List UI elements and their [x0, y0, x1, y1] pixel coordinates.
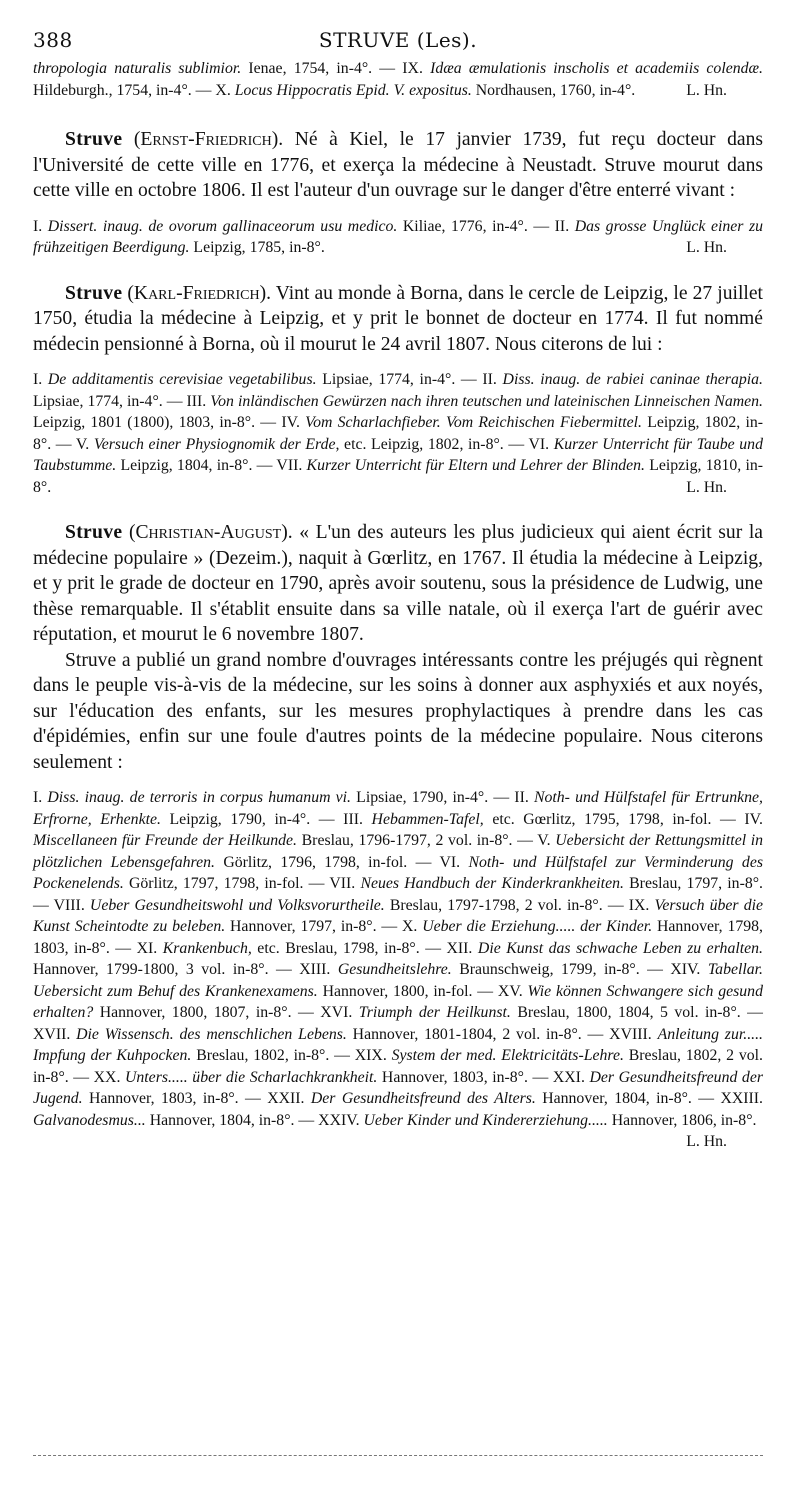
- citation-text: Hannover, 1804, in-8°. — XXIII.: [535, 1090, 763, 1107]
- work-title: Die Kunst das schwache Leben zu erhalten.: [477, 939, 763, 957]
- work-title: Der Gesundheitsfreund des Alters.: [310, 1090, 536, 1107]
- work-title: Versuch über die Kunst Scheintodte zu beleben.: [33, 896, 763, 935]
- entry-christian-august: [33, 520, 764, 1150]
- signature: L. Hn.: [686, 239, 727, 256]
- work-title: Von inländischen Gewürzen nach ihren teutschen und lateinischen Linneischen Namen.: [210, 392, 763, 410]
- entry-text-continued: Struve a publié un grand nombre d'ouvrages intéressants contre les préjugés qui règnent dans le peuple vis-à-vis de la médecine, sur les soins à donner aux asphyxiés et aux noyés, sur l'éducation des enfants, sur les mesures prophylactiques à prendre dans les cas d'épidémies, enfin sur une foule d'autres points de la médecine populaire. Nous citerons seulement :: [33, 649, 763, 773]
- signature: L. Hn.: [686, 1133, 727, 1150]
- entry-references: [33, 787, 764, 1150]
- citation-text: etc. Leipzig, 1802, in-8°. — VI.: [339, 435, 554, 453]
- work-title: Der Gesundheitsfreund der Jugend.: [33, 1068, 763, 1107]
- entry-references: [33, 216, 763, 259]
- running-title: STRUVE (Les).: [318, 28, 478, 52]
- citation-text: Hannover, 1804, in-8°. — XXIV.: [145, 1111, 364, 1129]
- bottom-rule: [33, 1455, 763, 1456]
- work-title: Galvanodesmus...: [33, 1111, 146, 1129]
- citation-text: Kiliae, 1776, in-4°. — II.: [397, 217, 575, 235]
- citation-text: Görlitz, 1796, 1798, in-fol. — VI.: [214, 853, 469, 871]
- citation-text: Hannover, 1803, in-8°. — XXII.: [82, 1090, 311, 1107]
- work-title: System der med. Elektricitäts-Lehre.: [391, 1047, 624, 1064]
- work-title: Anleitung zur..... Impfung der Kuhpocken.: [33, 1025, 763, 1064]
- continued-refs-text: [33, 60, 763, 99]
- entry-text: [33, 281, 763, 358]
- page-number: 388: [33, 28, 73, 52]
- entry-name: Struve: [65, 282, 123, 304]
- citation-text: Breslau, 1802, in-8°. — XIX.: [191, 1047, 392, 1064]
- work-title: Versuch einer Physiognomik der Erde,: [93, 435, 340, 453]
- citation-text: Breslau, 1797-1798, 2 vol. in-8°. — IX.: [384, 896, 655, 914]
- references-text: [33, 371, 763, 496]
- entry-karl-friedrich: [33, 281, 763, 499]
- entry-given-name: (Ernst-Friedrich).: [133, 129, 284, 150]
- running-header: [33, 28, 763, 52]
- references-text: [33, 218, 763, 257]
- references-text: [33, 789, 763, 1129]
- citation-text: Hannover, 1803, in-8°. — XXI.: [377, 1068, 590, 1086]
- entry-given-name: (Karl-Friedrich).: [127, 282, 272, 304]
- work-title: Kurzer Unterricht für Eltern und Lehrer der Blinden.: [306, 457, 645, 474]
- entry-body: « L'un des auteurs les plus judicieux qui aient écrit sur la médecine populaire » (Dezeim.), naquit à Gœrlitz, en 1767. Il étudia la médecine à Leipzig, et y prit le grade de docteur en 1790, après avoir soutenu, sous la présidence de Ludwig, une thèse remarquable. Il s'établit ensuite dans sa ville natale, où il exerça l'art de guérir avec réputation, et mourut le 6 novembre 1807.: [33, 522, 763, 645]
- citation-text: Hannover, 1800, in-fol. — XV.: [317, 982, 528, 1000]
- citation-text: I.: [33, 217, 48, 235]
- citation-text: Hannover, 1799-1800, 3 vol. in-8°. — XIII.: [33, 961, 338, 978]
- entry-text: [33, 520, 763, 648]
- work-title: Noth- und Hülfstafel zur Verminderung des Pockenelends.: [33, 853, 763, 892]
- entry-name: Struve: [65, 522, 123, 543]
- citation-text: Leipzig, 1810, in-8°.: [33, 457, 763, 496]
- citation-text: Braunschweig, 1799, in-8°. — XIV.: [451, 961, 708, 978]
- citation-text: Hannover, 1806, in-8°.: [607, 1111, 757, 1129]
- citation-text: Hannover, 1801-1804, 2 vol. in-8°. — XVIII.: [346, 1025, 658, 1043]
- citation-text: I.: [33, 789, 48, 806]
- citation-text: Breslau, 1800, 1804, 5 vol. in-8°. — XVII.: [33, 1004, 763, 1043]
- work-title: Ueber Kinder und Kindererziehung.....: [363, 1111, 608, 1129]
- work-title: Diss. inaug. de rabiei caninae therapia.: [502, 371, 763, 388]
- citation-text: Leipzig, 1801 (1800), 1803, in-8°. — IV.: [33, 414, 306, 431]
- entry-references: [33, 369, 763, 498]
- work-title: Wie können Schwangere sich gesund erhalten?: [33, 982, 763, 1021]
- citation-text: Breslau, 1796-1797, 2 vol. in-8°. — V.: [297, 832, 556, 849]
- work-title: De additamentis cerevisiae vegetabilibus.: [47, 371, 317, 388]
- citation-text: Görlitz, 1797, 1798, in-fol. — VII.: [123, 875, 361, 892]
- work-title: Noth- und Hülfstafel für Ertrunkne, Erfrorne, Erhenkte.: [33, 789, 763, 828]
- signature: L. Hn.: [686, 478, 727, 496]
- citation-text: Hannover, 1797, in-8°. — X.: [225, 918, 423, 935]
- entry-given-name: (Christian-August).: [128, 522, 293, 543]
- citation-text: Hannover, 1798, 1803, in-8°. — XI.: [33, 918, 763, 957]
- citation-text: Lipsiae, 1774, in-4°. — II.: [316, 371, 503, 388]
- work-title: Dissert. inaug. de ovorum gallinaceorum usu medico.: [47, 217, 398, 235]
- citation-text: Nordhausen, 1760, in-4°.: [471, 81, 636, 99]
- signature: L. Hn.: [686, 81, 727, 99]
- citation-text: Leipzig, 1790, in-4°. — III.: [160, 810, 372, 828]
- entry-body: Vint au monde à Borna, dans le cercle de Leipzig, le 27 juillet 1750, étudia la médecine à Leipzig, et y prit le bonnet de docteur en 1774. Il fut nommé médecin pensionné à Borna, où il mourut le 24 avril 1807. Nous citerons de lui :: [33, 282, 763, 355]
- work-title: Ueber die Erziehung..... der Kinder.: [422, 918, 653, 935]
- entry-name: Struve: [65, 129, 123, 150]
- work-title: Kurzer Unterricht für Taube und Taubstumme.: [33, 435, 763, 474]
- citation-text: Leipzig, 1804, in-8°. — VII.: [116, 457, 307, 474]
- work-title: thropologia naturalis sublimior.: [33, 60, 242, 77]
- work-title: Tabellar. Uebersicht zum Behuf des Krankenexamens.: [33, 961, 764, 1000]
- citation-text: Leipzig, 1785, in-8°.: [189, 239, 325, 256]
- work-title: Uebersicht der Rettungsmittel in plötzlichen Lebensgefahren.: [33, 832, 764, 871]
- work-title: Vom Scharlachfieber. Vom Reichischen Fiebermittel.: [305, 414, 642, 431]
- work-title: Die Wissensch. des menschlichen Lebens.: [76, 1025, 347, 1043]
- citation-text: Leipzig, 1802, in-8°. — V.: [33, 414, 763, 453]
- citation-text: Lipsiae, 1790, in-4°. — II.: [351, 789, 534, 806]
- work-title: Gesundheitslehre.: [337, 961, 452, 978]
- citation-text: I.: [33, 371, 48, 388]
- entry-text: [33, 127, 763, 204]
- continued-refs: [33, 58, 763, 101]
- work-title: Ueber Gesundheitswohl und Volksvorurtheile.: [89, 896, 385, 914]
- citation-text: Hannover, 1800, 1807, in-8°. — XVI.: [93, 1004, 359, 1021]
- work-title: Locus Hippocratis Epid. V. expositus.: [234, 81, 472, 99]
- work-title: Neues Handbuch der Kinderkrankheiten.: [360, 875, 624, 892]
- work-title: Diss. inaug. de terroris in corpus humanum vi.: [47, 789, 352, 806]
- entry-body: Né à Kiel, le 17 janvier 1739, fut reçu docteur dans l'Université de cette ville en 1776, et exerça la médecine à Neustadt. Struve mourut dans cette ville en octobre 1806. Il est l'auteur d'un ouvrage sur le danger d'être enterré vivant :: [33, 129, 763, 201]
- work-title: Krankenbuch,: [162, 939, 252, 957]
- citation-text: Lipsiae, 1774, in-4°. — III.: [33, 392, 211, 410]
- work-title: Unters..... über die Scharlachkrankheit.: [124, 1068, 378, 1086]
- page: [33, 28, 763, 1153]
- citation-text: etc. Gœrlitz, 1795, 1798, in-fol. — IV.: [483, 810, 763, 828]
- work-title: Miscellaneen für Freunde der Heilkunde.: [33, 832, 298, 849]
- citation-text: Ienae, 1754, in-4°. — IX.: [241, 60, 431, 77]
- citation-text: Breslau, 1802, 2 vol. in-8°. — XX.: [33, 1047, 764, 1086]
- work-title: Idæa æmulationis inscholis et academiis colendæ.: [430, 60, 764, 77]
- work-title: Hebammen-Tafel,: [371, 810, 484, 828]
- work-title: Das grosse Unglück einer zu frühzeitigen Beerdigung.: [33, 217, 763, 256]
- work-title: Triumph der Heilkunst.: [358, 1004, 511, 1021]
- citation-text: Hildeburgh., 1754, in-4°. — X.: [33, 81, 235, 99]
- entry-ernst-friedrich: [33, 127, 763, 259]
- citation-text: Breslau, 1797, in-8°. — VIII.: [33, 875, 764, 914]
- citation-text: etc. Breslau, 1798, in-8°. — XII.: [251, 939, 478, 957]
